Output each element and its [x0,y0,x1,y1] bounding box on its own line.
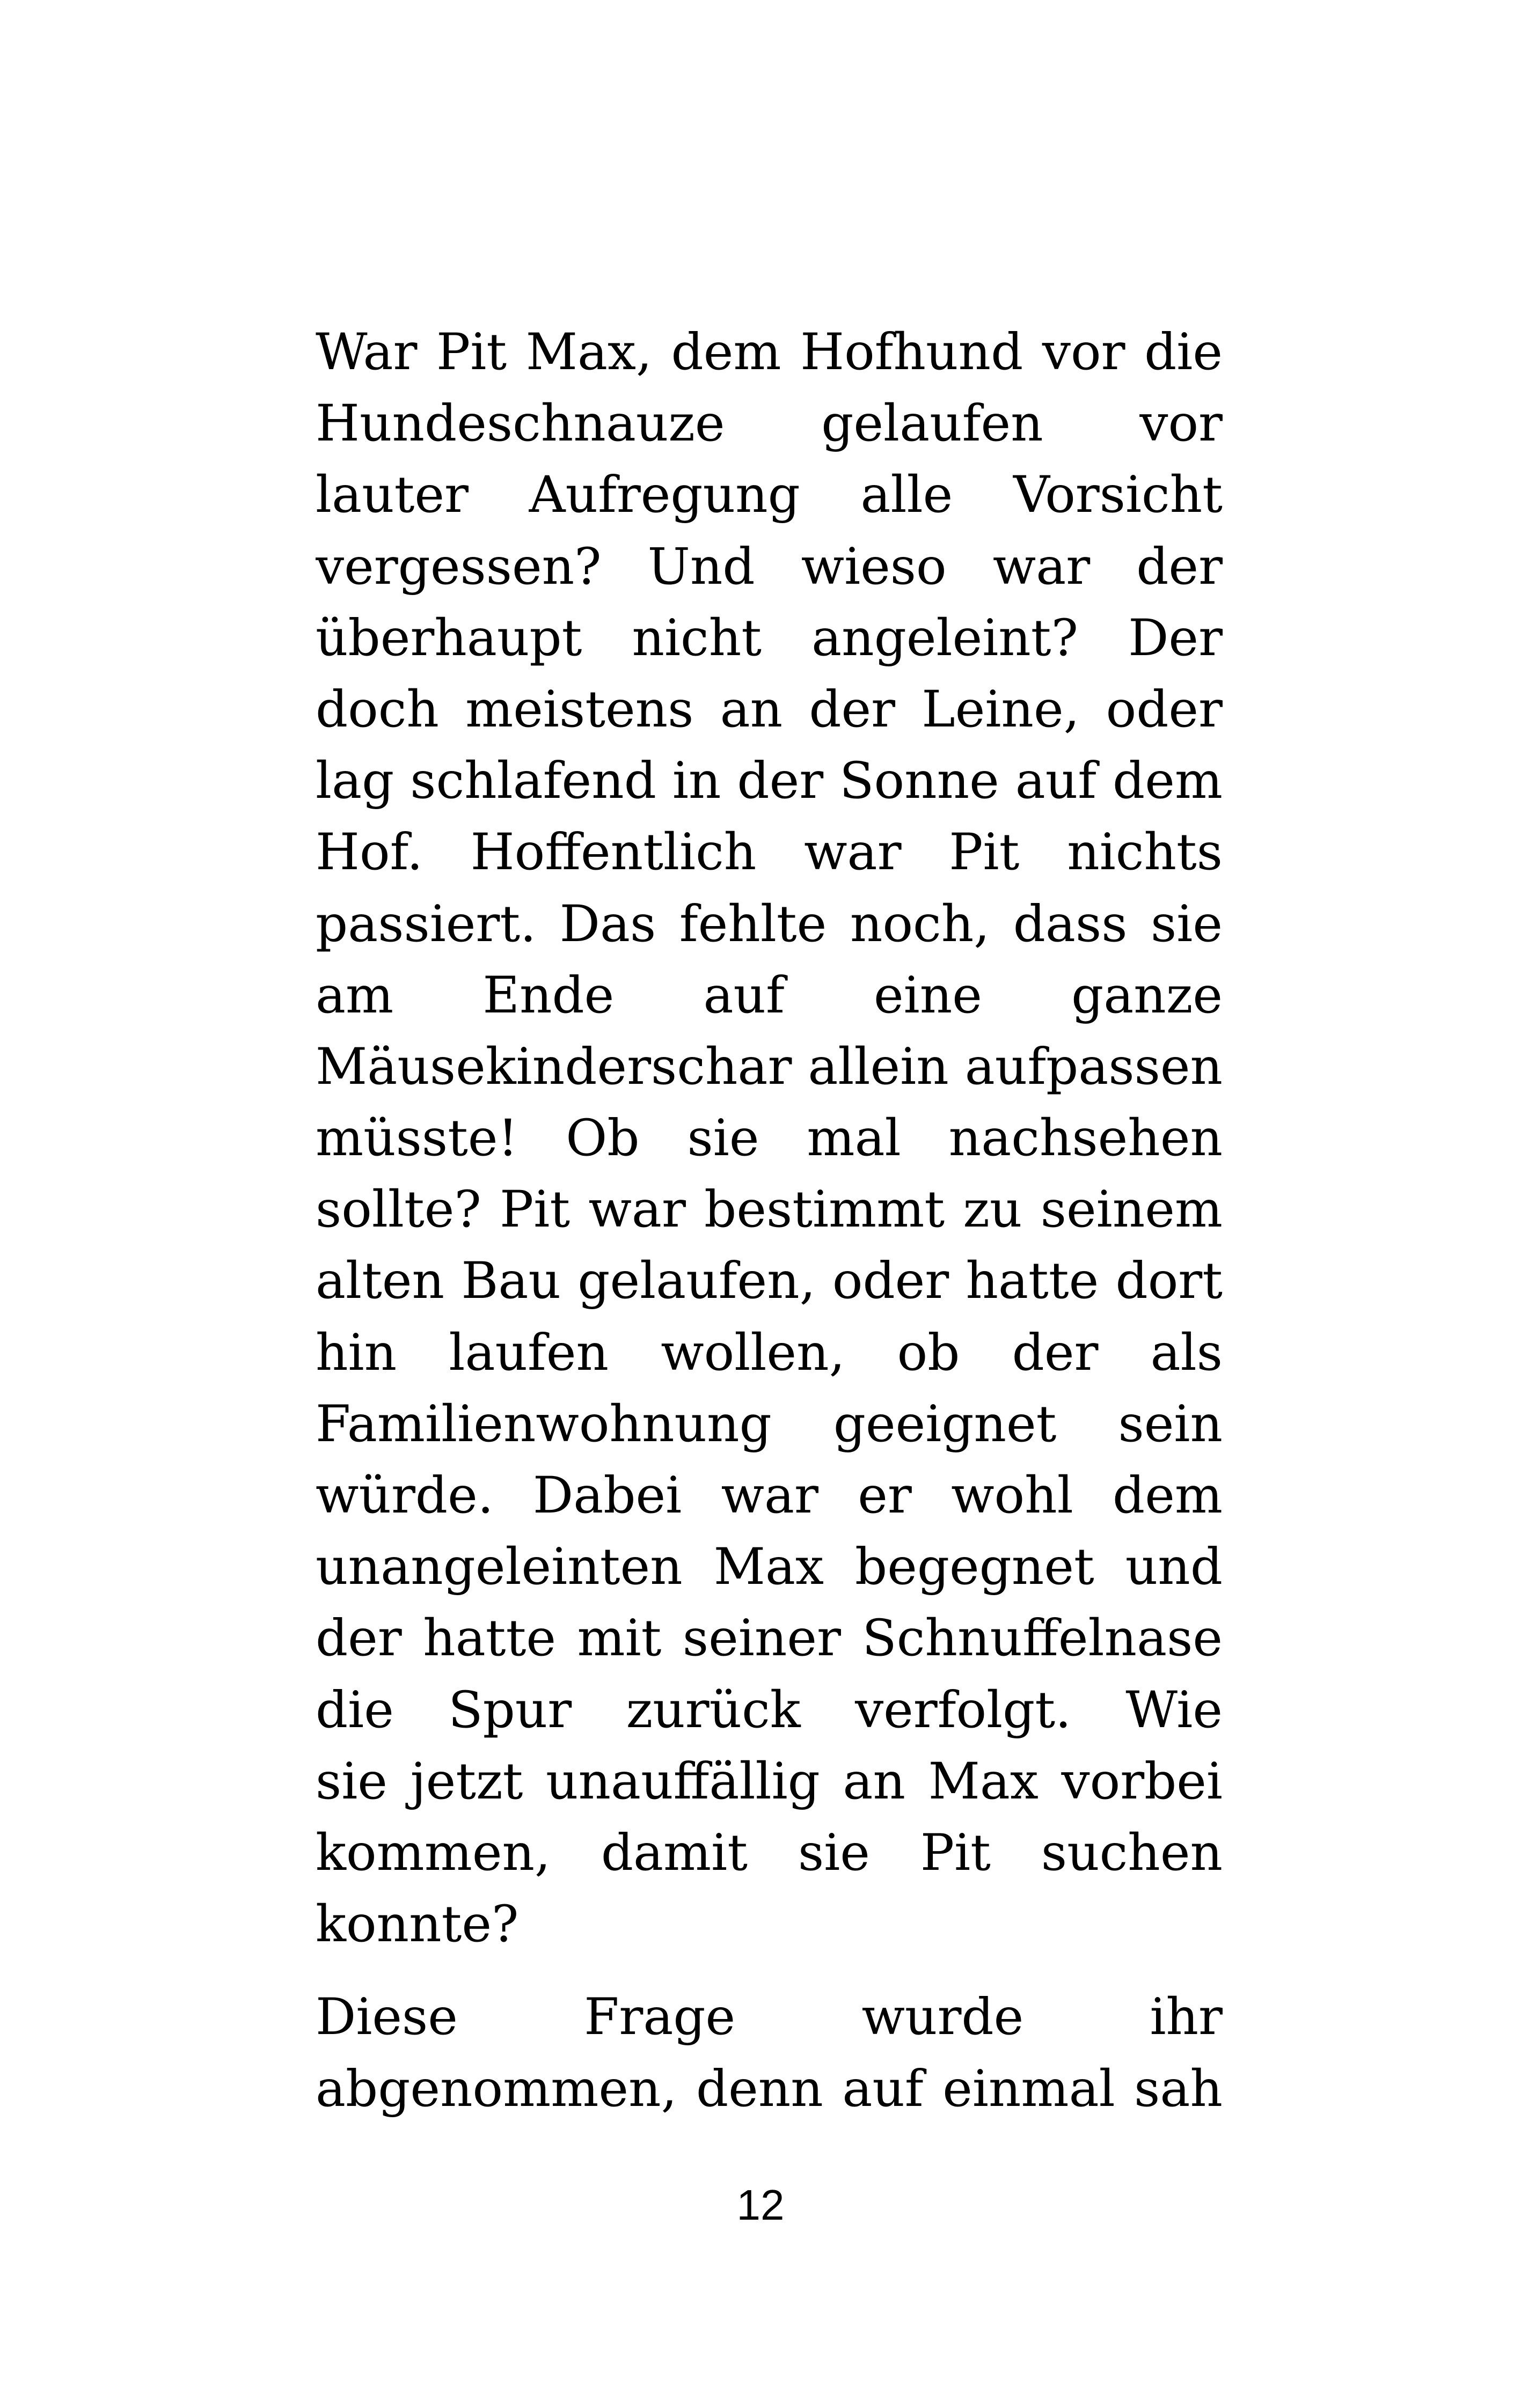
text-line: konnte? [316,1895,519,1954]
text-line: passiert. Das fehlte noch, dass sie [316,894,1223,953]
text-line: lauter Aufregung alle Vorsicht [316,466,1223,525]
paragraph-2 [316,1981,1223,2124]
text-line: die Spur zurück verfolgt. Wie [316,1680,1223,1739]
paragraph-1 [316,317,1223,1960]
text-line: lag schlafend in der Sonne auf dem [316,752,1223,811]
text-line: überhaupt nicht angeleint? Der [316,608,1223,667]
text-line: am Ende auf eine ganze [316,966,1223,1025]
text-line: doch meistens an der Leine, oder [316,680,1223,739]
body-text [316,317,1223,2125]
text-line: der hatte mit seiner Schnuffelnase [316,1609,1223,1668]
text-line: Diese Frage wurde ihr [316,1988,1223,2047]
text-line: Hundeschnauze gelaufen vor [316,394,1223,453]
text-line: müsste! Ob sie mal nachsehen [316,1109,1223,1168]
text-line: würde. Dabei war er wohl dem [316,1466,1223,1525]
paragraph-spacer [316,1960,1223,1981]
text-line: Familienwohnung geeignet sein [316,1394,1223,1453]
text-line: abgenommen, denn auf einmal sah [316,2059,1223,2118]
text-line: alten Bau gelaufen, oder hatte dort [316,1252,1223,1311]
page-number: 12 [736,2181,785,2229]
text-line: kommen, damit sie Pit suchen [316,1823,1223,1882]
text-line: War Pit Max, dem Hofhund vor die [316,323,1223,381]
text-line: sie jetzt unauffällig an Max vorbei [316,1752,1223,1811]
text-line: unangeleinten Max begegnet und [316,1538,1223,1597]
text-line: Mäusekinderschar allein aufpassen [316,1037,1223,1096]
text-line: Hof. Hoffentlich war Pit nichts [316,823,1223,882]
text-line: sollte? Pit war bestimmt zu seinem [316,1180,1223,1239]
text-line: hin laufen wollen, ob der als [316,1323,1223,1382]
text-line: vergessen? Und wieso war der [316,537,1223,596]
